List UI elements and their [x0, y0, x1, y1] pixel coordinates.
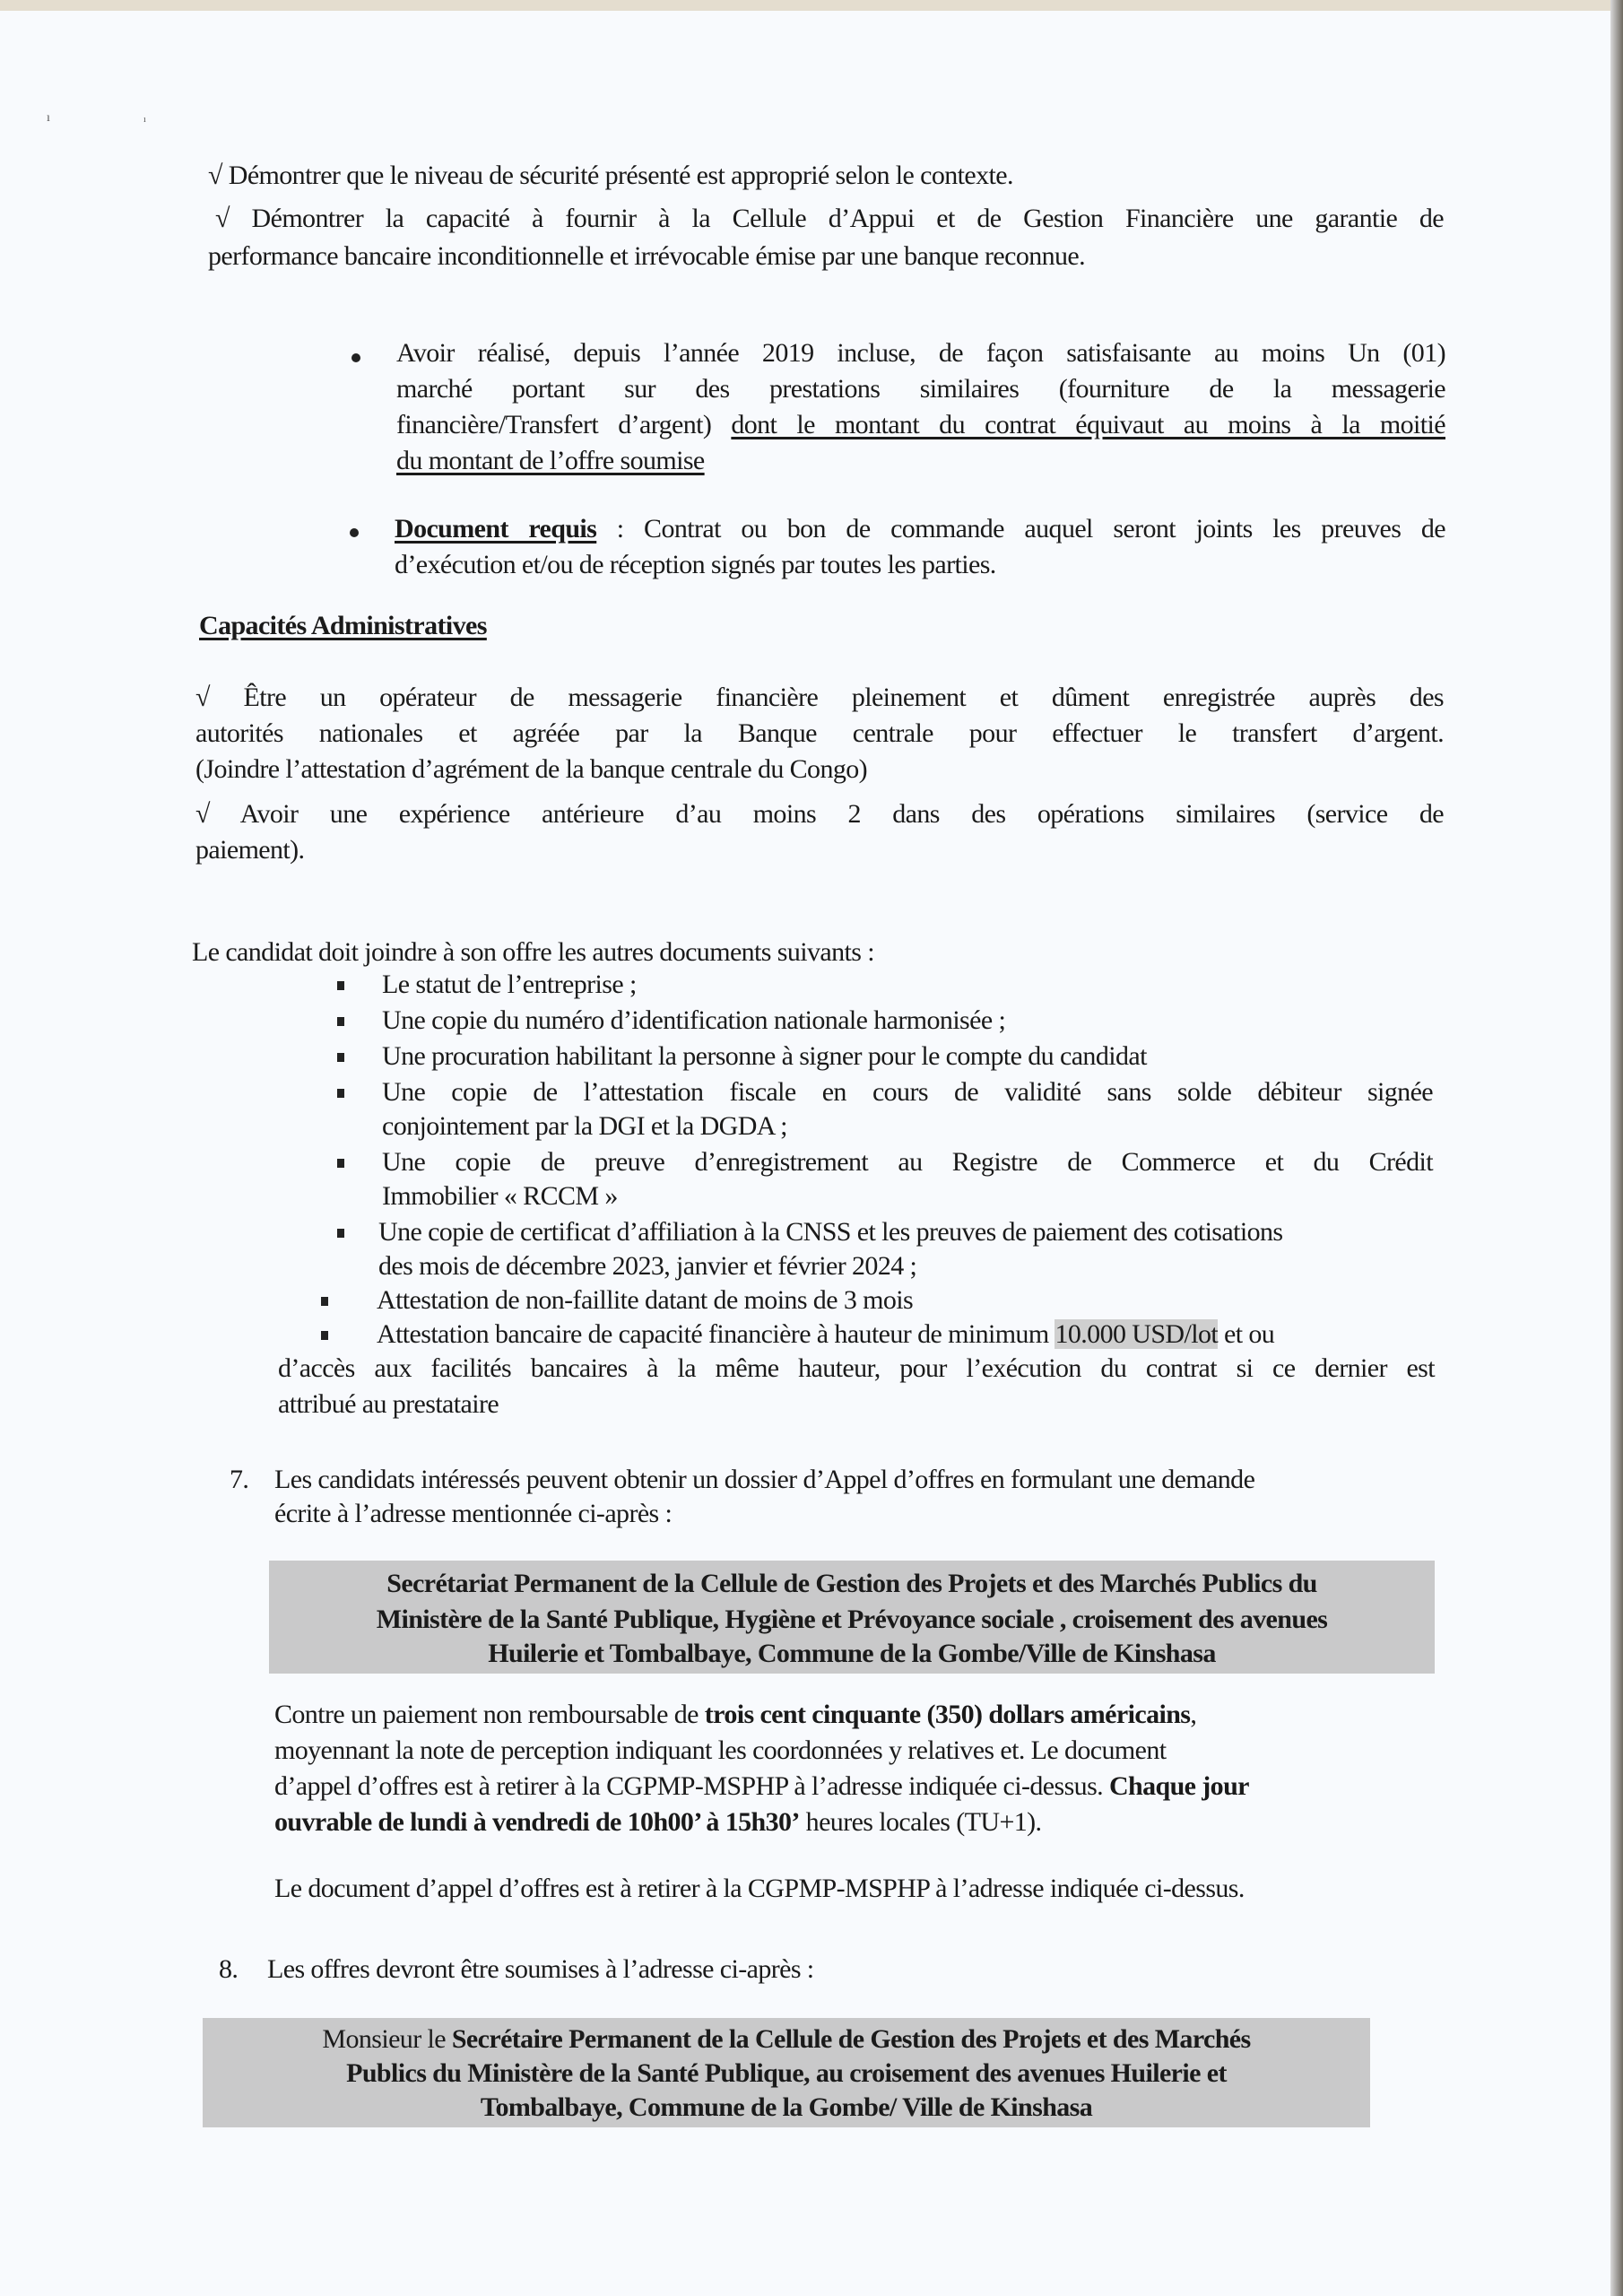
payment-text: ,	[1190, 1700, 1197, 1729]
item-8-number: 8.	[219, 1954, 239, 1984]
payment-text: d’appel d’offres est à retirer à la CGPMP-MSPHP à l’adresse indiquée ci-dessus.	[274, 1771, 1109, 1801]
opening-days: Chaque jour	[1108, 1771, 1249, 1801]
address-line: Huilerie et Tombalbaye, Commune de la Gombe/Ville de Kinshasa	[488, 1639, 1216, 1668]
doc-item-cont: des mois de décembre 2023, janvier et février 2024 ;	[378, 1251, 917, 1281]
square-bullet-icon	[321, 1331, 328, 1340]
scan-speck: ı	[143, 115, 146, 125]
experience-line-3-plain: financière/Transfert d’argent)	[396, 410, 732, 439]
check-bank-guarantee: √ Démontrer la capacité à fournir à la Cellule d’Appui et de Gestion Financière une garantie de	[215, 204, 1444, 233]
doc-item: Une copie de preuve d’enregistrement au Registre de Commerce et du Crédit	[382, 1147, 1433, 1177]
doc-item: Attestation de non-faillite datant de moins de 3 mois	[377, 1285, 914, 1315]
square-bullet-icon	[337, 1053, 344, 1062]
bullet-icon	[352, 353, 360, 362]
doc-item: Une copie de l’attestation fiscale en cours de validité sans solde débiteur signée	[382, 1077, 1433, 1107]
experience-line-1: Avoir réalisé, depuis l’année 2019 incluse, de façon satisfaisante au moins Un (01)	[396, 338, 1445, 368]
document-page	[0, 11, 1610, 2296]
retrieve-note: Le document d’appel d’offres est à retirer à la CGPMP-MSPHP à l’adresse indiquée ci-dessus.	[274, 1874, 1245, 1903]
address-box-cgpmp	[269, 1561, 1435, 1674]
highlighted-amount: 10.000 USD/lot	[1055, 1319, 1219, 1349]
doc-item: Une procuration habilitant la personne à signer pour le compte du candidat	[382, 1041, 1147, 1071]
document-requis-text: : Contrat ou bon de commande auquel seront joints les preuves de	[596, 514, 1445, 544]
address-line: Secrétariat Permanent de la Cellule de Gestion des Projets et des Marchés Publics du	[386, 1569, 1317, 1598]
doc-item-cont: conjointement par la DGI et la DGDA ;	[382, 1111, 787, 1141]
square-bullet-icon	[337, 1089, 344, 1098]
payment-line-3	[274, 1769, 1249, 1805]
square-bullet-icon	[337, 1159, 344, 1168]
payment-text: heures locales (TU+1).	[799, 1807, 1042, 1837]
docs-intro: Le candidat doit joindre à son offre les autres documents suivants :	[192, 937, 874, 967]
address-line: Ministère de la Santé Publique, Hygiène et Prévoyance sociale , croisement des avenues	[376, 1605, 1328, 1634]
doc-item-cont: Immobilier « RCCM »	[382, 1181, 618, 1211]
doc-item: Une copie de certificat d’affiliation à la CNSS et les preuves de paiement des cotisations	[378, 1217, 1283, 1247]
item-7-line-2: écrite à l’adresse mentionnée ci-après :	[274, 1499, 673, 1528]
experience-line-3-underlined: dont le montant du contrat équivaut au moins à la moitié	[731, 410, 1445, 439]
scan-right-edge	[1610, 0, 1623, 2296]
experience-line-4: du montant de l’offre soumise	[396, 446, 705, 475]
admin-check-1-line-1: √ Être un opérateur de messagerie financière pleinement et dûment enregistrée auprès des	[195, 683, 1444, 712]
payment-line-4	[274, 1805, 1041, 1840]
opening-hours: ouvrable de lundi à vendredi de 10h00’ à 15h30’	[274, 1807, 800, 1837]
document-requis-line-2: d’exécution et/ou de réception signés par toutes les parties.	[395, 550, 996, 579]
experience-line-3	[396, 407, 1445, 443]
check-security-level: √ Démontrer que le niveau de sécurité présenté est approprié selon le contexte.	[208, 161, 1013, 190]
payment-line-1	[274, 1697, 1454, 1733]
doc-item-bank-attestation	[377, 1317, 1274, 1352]
item-7-number: 7.	[230, 1465, 249, 1494]
doc-item-cont: d’accès aux facilités bancaires à la même hauteur, pour l’exécution du contrat si ce dernier est	[278, 1353, 1435, 1383]
square-bullet-icon	[337, 981, 344, 990]
doc-item: Une copie du numéro d’identification nationale harmonisée ;	[382, 1005, 1006, 1035]
doc-item-text: et ou	[1218, 1319, 1275, 1349]
bullet-icon	[350, 528, 359, 537]
address-line	[203, 2022, 1370, 2057]
admin-check-1-line-3: (Joindre l’attestation d’agrément de la banque centrale du Congo)	[195, 754, 868, 784]
payment-amount: trois cent cinquante (350) dollars américains	[704, 1700, 1191, 1729]
document-requis-line-1	[395, 511, 1445, 547]
square-bullet-icon	[337, 1229, 344, 1238]
payment-line-2: moyennant la note de perception indiquant les coordonnées y relatives et. Le document	[274, 1735, 1167, 1765]
item-7-line-1: Les candidats intéressés peuvent obtenir un dossier d’Appel d’offres en formulant une demande	[274, 1465, 1255, 1494]
item-8-line-1: Les offres devront être soumises à l’adresse ci-après :	[267, 1954, 814, 1984]
address-box-submission	[203, 2018, 1370, 2127]
address-line: Tombalbaye, Commune de la Gombe/ Ville de Kinshasa	[480, 2092, 1093, 2122]
admin-check-2-line-2: paiement).	[195, 835, 305, 865]
check-bank-guarantee-cont: performance bancaire inconditionnelle et irrévocable émise par une banque reconnue.	[208, 241, 1086, 271]
experience-line-2: marché portant sur des prestations similaires (fourniture de la messagerie	[396, 374, 1445, 404]
address-line: Publics du Ministère de la Santé Publique, au croisement des avenues Huilerie et	[346, 2058, 1227, 2088]
address-text: Monsieur le	[322, 2024, 452, 2054]
section-heading-capacites-administratives: Capacités Administratives	[199, 611, 487, 640]
address-text-bold: Secrétaire Permanent de la Cellule de Gestion des Projets et des Marchés	[451, 2024, 1251, 2054]
doc-item: Le statut de l’entreprise ;	[382, 970, 637, 999]
document-requis-label: Document requis	[395, 514, 597, 544]
doc-item-text: Attestation bancaire de capacité financière à hauteur de minimum	[377, 1319, 1055, 1349]
admin-check-2-line-1: √ Avoir une expérience antérieure d’au moins 2 dans des opérations similaires (service de	[195, 799, 1444, 829]
scan-speck: ı	[47, 111, 50, 125]
scan-top-edge	[0, 0, 1623, 11]
square-bullet-icon	[337, 1017, 344, 1026]
payment-text: Contre un paiement non remboursable de	[274, 1700, 705, 1729]
doc-item-cont: attribué au prestataire	[278, 1389, 499, 1419]
square-bullet-icon	[321, 1297, 328, 1306]
admin-check-1-line-2: autorités nationales et agréée par la Banque centrale pour effectuer le transfert d’argent.	[195, 718, 1444, 748]
